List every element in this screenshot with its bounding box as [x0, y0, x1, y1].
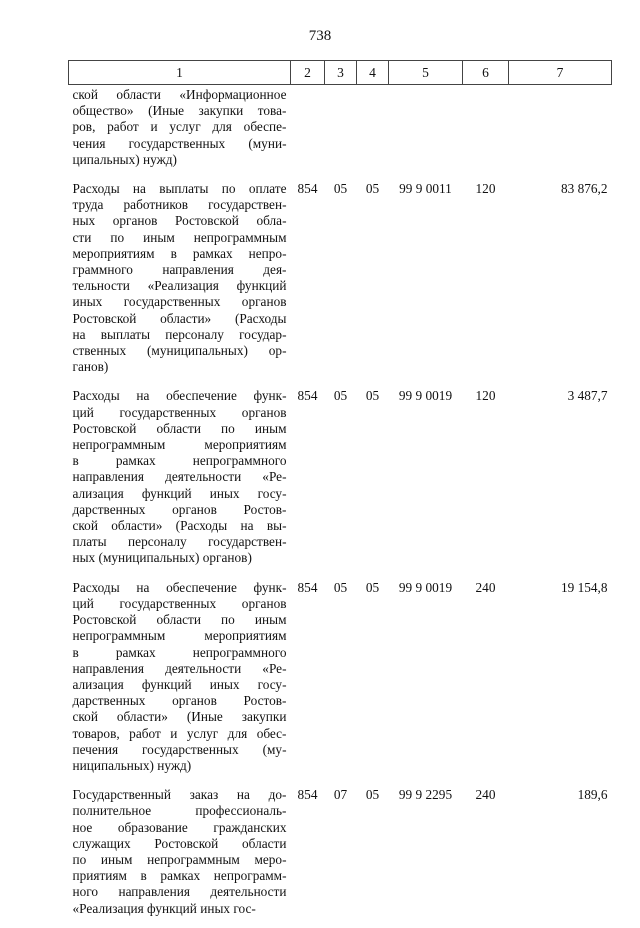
description-line: труда работников государствен- — [72, 197, 287, 213]
description-line: тельности «Реализация функций — [72, 278, 287, 294]
description-line: ской области» (Иные закупки — [72, 709, 287, 725]
cell-c3: 05 — [333, 579, 348, 595]
description-line: по иным непрограммным меро- — [72, 851, 287, 867]
description-line: общество» (Иные закупки това- — [72, 103, 287, 119]
description-line: Ростовской области по иным — [72, 612, 287, 628]
cell-c2: 854 — [297, 579, 318, 595]
description-line: «Реализация функций иных гос- — [72, 900, 256, 916]
description-line: непрограммным мероприятиям — [72, 628, 287, 644]
description-line: ализация функций иных госу- — [72, 676, 287, 692]
cell-c5: 99 9 0019 — [398, 388, 453, 404]
description-line: Расходы на выплаты по оплате — [72, 181, 287, 197]
column-header-1: 1 — [69, 61, 291, 85]
description-line: печения государственных (му- — [72, 741, 287, 757]
cell-c4: 05 — [365, 181, 380, 197]
cell-c7: 19 154,8 — [560, 579, 608, 595]
description-line: ров, работ и услуг для обеспе- — [72, 119, 287, 135]
description-line: приятиям в рамках непрограмм- — [72, 868, 287, 884]
description-line: в рамках непрограммного — [72, 453, 287, 469]
column-header-6: 6 — [463, 61, 509, 85]
cell-c2: 854 — [297, 787, 318, 803]
cell-c6: 240 — [475, 787, 496, 803]
description-line: чения государственных (муни- — [72, 135, 287, 151]
cell-c4: 05 — [365, 388, 380, 404]
cell-c4 — [357, 85, 389, 180]
description-line: иных государственных органов — [72, 294, 287, 310]
column-header-4: 4 — [357, 61, 389, 85]
cell-c6: 120 — [475, 388, 496, 404]
row-description — [69, 386, 291, 577]
row-description — [69, 179, 291, 386]
description-line: товаров, работ и услуг для обес- — [72, 725, 287, 741]
cell-c6 — [463, 85, 509, 180]
table-row — [69, 785, 612, 928]
cell-c4: 05 — [365, 787, 380, 803]
cell-c2: 854 — [297, 181, 318, 197]
column-header-3: 3 — [325, 61, 357, 85]
cell-c5: 99 9 0011 — [399, 181, 452, 197]
cell-c6: 120 — [475, 181, 496, 197]
cell-c4: 05 — [365, 579, 380, 595]
cell-c2 — [291, 85, 325, 180]
description-line: Расходы на обеспечение функ- — [72, 579, 287, 595]
cell-c6: 240 — [475, 579, 496, 595]
row-description — [69, 85, 291, 180]
cell-c5: 99 9 0019 — [398, 579, 453, 595]
description-line: Расходы на обеспечение функ- — [72, 388, 287, 404]
cell-c3: 07 — [333, 787, 348, 803]
description-line: Государственный заказ на до- — [72, 787, 287, 803]
table-row — [69, 179, 612, 386]
description-line: на выплаты персоналу государ- — [72, 326, 287, 342]
page-number: 738 — [308, 28, 332, 44]
description-line: ций государственных органов — [72, 404, 287, 420]
cell-c3 — [325, 85, 357, 180]
description-line: мероприятиям в рамках непро- — [72, 245, 287, 261]
cell-c3: 05 — [333, 388, 348, 404]
cell-c5 — [389, 85, 463, 180]
table-row — [69, 578, 612, 785]
row-description — [69, 578, 291, 785]
description-line: ниципальных) нужд) — [72, 757, 192, 773]
column-header-5: 5 — [389, 61, 463, 85]
description-line: Ростовской области по иным — [72, 420, 287, 436]
cell-c5: 99 9 2295 — [398, 787, 453, 803]
cell-c7 — [509, 85, 612, 180]
description-line: ганов) — [72, 359, 109, 375]
description-line: ской области «Информационное — [72, 87, 287, 102]
description-line: дарственных органов Ростов- — [72, 501, 287, 517]
description-line: ного направления деятельности — [72, 884, 287, 900]
description-line: граммного направления дея- — [72, 262, 287, 278]
column-header-7: 7 — [509, 61, 612, 85]
cell-c7: 189,6 — [577, 787, 608, 803]
description-line: ций государственных органов — [72, 595, 287, 611]
description-line: ской области» (Расходы на вы- — [72, 518, 287, 534]
table-header-row — [69, 61, 612, 85]
description-line: направления деятельности «Ре- — [72, 469, 287, 485]
table-row — [69, 85, 612, 180]
column-header-2: 2 — [291, 61, 325, 85]
description-line: направления деятельности «Ре- — [72, 660, 287, 676]
cell-c7: 83 876,2 — [560, 181, 608, 197]
cell-c3: 05 — [333, 181, 348, 197]
description-line: полнительное профессиональ- — [72, 803, 287, 819]
description-line: дарственных органов Ростов- — [72, 693, 287, 709]
description-line: в рамках непрограммного — [72, 644, 287, 660]
cell-c7: 3 487,7 — [567, 388, 608, 404]
description-line: ственных (муниципальных) ор- — [72, 343, 287, 359]
row-description — [69, 785, 291, 928]
description-line: служащих Ростовской области — [72, 835, 287, 851]
description-line: непрограммным мероприятиям — [72, 437, 287, 453]
description-line: ципальных) нужд) — [72, 151, 177, 167]
description-line: ных (муниципальных) органов) — [72, 550, 252, 566]
description-line: Ростовской области» (Расходы — [72, 310, 287, 326]
description-line: сти по иным непрограммным — [72, 229, 287, 245]
description-line: платы персоналу государствен- — [72, 534, 287, 550]
table-row — [69, 386, 612, 577]
description-line: ных органов Ростовской обла- — [72, 213, 287, 229]
budget-table — [68, 60, 612, 928]
description-line: ное образование гражданских — [72, 819, 287, 835]
description-line: ализация функций иных госу- — [72, 485, 287, 501]
table-body — [69, 85, 612, 928]
cell-c2: 854 — [297, 388, 318, 404]
